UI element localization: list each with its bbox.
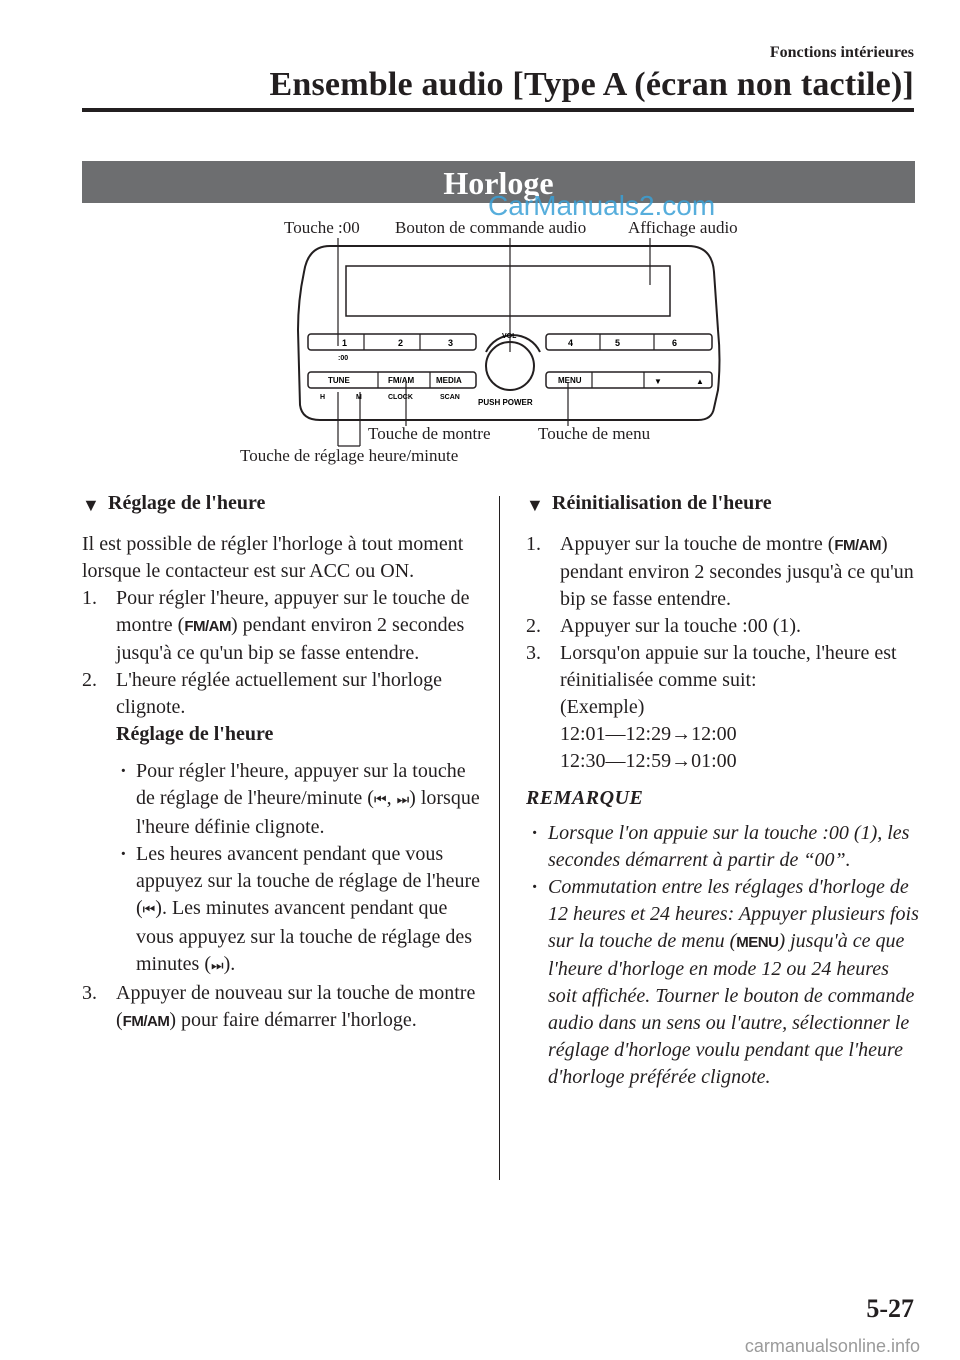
note-block xyxy=(526,820,921,1091)
right-step-1: 1. Appuyer sur la touche de montre (FM/AM) pendant environ 2 secondes jusqu'à ce qu'un bip se fasse entendre. xyxy=(526,533,914,610)
fmam-button-label: FM/AM xyxy=(184,618,231,635)
left-bullet-1: · Pour régler l'heure, appuyer sur la touche de réglage de l'heure/minute (⏮, ⏭) lorsque l'heure définie clignote. xyxy=(120,760,480,838)
audio-unit-diagram xyxy=(0,0,960,480)
preset-3-label: 3 xyxy=(448,338,454,348)
left-bullet-2: · Les heures avancent pendant que vous appuyez sur la touche de réglage de l'heure (⏮). Les minutes avancent pendant que vous appuyez sur la touche de réglage des minutes (⏭). xyxy=(120,843,480,975)
caption-touche00: Touche :00 xyxy=(284,218,360,237)
example-line-1: 12:01―12:29→12:00 xyxy=(560,723,737,745)
heading-reinitialisation: ▼ Réinitialisation de l'heure xyxy=(526,490,921,517)
intro-text: Il est possible de régler l'horloge à tout moment lorsque le contacteur est sur ACC ou ON. xyxy=(82,533,464,582)
note-bullet-2: · Commutation entre les réglages d'horloge de 12 heures et 24 heures: Appuyer plusieurs fois sur la touche de menu (MENU) jusqu'à ce que l'heure d'horloge en mode 12 ou 24 heures soit affichée. Tourner le bouton de commande audio dans un sens ou l'autre, sélectionner le réglage d'horloge voulu pendant que l'heure d'horloge préférée clignote. xyxy=(532,876,919,1088)
right-step-2: 2. Appuyer sur la touche :00 (1). xyxy=(526,615,802,637)
footer-watermark: carmanualsonline.info xyxy=(744,1336,920,1356)
triangle-icon: ▼ xyxy=(82,495,100,515)
note-bullet-1: · Lorsque l'on appuie sur la touche :00 (1), les secondes démarrent à partir de “00”. xyxy=(532,822,910,871)
preset-6-label: 6 xyxy=(672,338,678,348)
note-heading: REMARQUE xyxy=(526,787,644,809)
right-step-3: 3. Lorsqu'on appuie sur la touche, l'heure est réinitialisée comme suit: (Exemple) 12:01―12:29→12:00 12:30―12:59→01:00 xyxy=(526,642,897,772)
previous-track-icon: ⏮ xyxy=(373,792,387,808)
preset-2-label: 2 xyxy=(398,338,404,348)
menu-button-label: MENU xyxy=(736,934,779,951)
fmam-button-label: FM/AM xyxy=(834,537,882,554)
down-arrow-icon: ▼ xyxy=(654,377,662,386)
previous-track-icon: ⏮ xyxy=(142,902,156,918)
watermark: CarManuals2.com xyxy=(488,190,716,221)
caption-affichage: Affichage audio xyxy=(628,218,738,237)
clock-label: CLOCK xyxy=(388,394,413,401)
left-step-2: 2. L'heure réglée actuellement sur l'horloge clignote. xyxy=(82,669,442,718)
display-screen xyxy=(346,266,670,316)
example-label: (Exemple) xyxy=(560,696,645,718)
page-title: Ensemble audio [Type A (écran non tactile)] xyxy=(269,66,914,103)
heading-reglage: ▼ Réglage de l'heure xyxy=(82,490,482,517)
section-label: Fonctions intérieures xyxy=(769,44,914,61)
sub-00-label: :00 xyxy=(338,355,349,362)
preset-5-label: 5 xyxy=(615,338,621,348)
fmam-button-label: FM/AM xyxy=(122,1013,170,1030)
caption-menu: Touche de menu xyxy=(538,424,651,443)
banner-title: Horloge xyxy=(443,165,554,201)
subheading-reglage: Réglage de l'heure xyxy=(116,723,274,745)
left-step-1: 1. Pour régler l'heure, appuyer sur le touche de montre (FM/AM) pendant environ 2 secondes jusqu'à ce qu'un bip se fasse entendre. xyxy=(82,587,470,664)
up-arrow-icon: ▲ xyxy=(696,377,704,386)
triangle-icon: ▼ xyxy=(526,495,544,515)
tune-h-label: H xyxy=(320,394,326,401)
caption-reglage: Touche de réglage heure/minute xyxy=(240,446,459,465)
example-line-2: 12:30―12:59→01:00 xyxy=(560,750,737,772)
preset-4-label: 4 xyxy=(568,338,574,348)
scan-label: SCAN xyxy=(440,394,460,401)
caption-montre: Touche de montre xyxy=(368,424,491,443)
page-number: 5-27 xyxy=(866,1294,914,1323)
tune-label: TUNE xyxy=(328,376,350,385)
fmam-label: FM/AM xyxy=(388,376,415,385)
column-divider xyxy=(499,496,500,1180)
preset-1-label: 1 xyxy=(342,338,348,348)
menu-label: MENU xyxy=(558,376,582,385)
vol-label: VOL xyxy=(502,333,517,340)
media-label: MEDIA xyxy=(436,376,462,385)
push-power-label: PUSH POWER xyxy=(478,398,533,407)
tune-m-label: M xyxy=(356,394,362,401)
next-track-icon: ⏭ xyxy=(396,792,410,808)
left-column xyxy=(82,490,482,1035)
left-step-3: 3. Appuyer de nouveau sur la touche de montre (FM/AM) pour faire démarrer l'horloge. xyxy=(82,982,476,1031)
right-column xyxy=(526,490,921,1091)
next-track-icon: ⏭ xyxy=(211,958,224,974)
caption-bouton: Bouton de commande audio xyxy=(395,218,587,237)
